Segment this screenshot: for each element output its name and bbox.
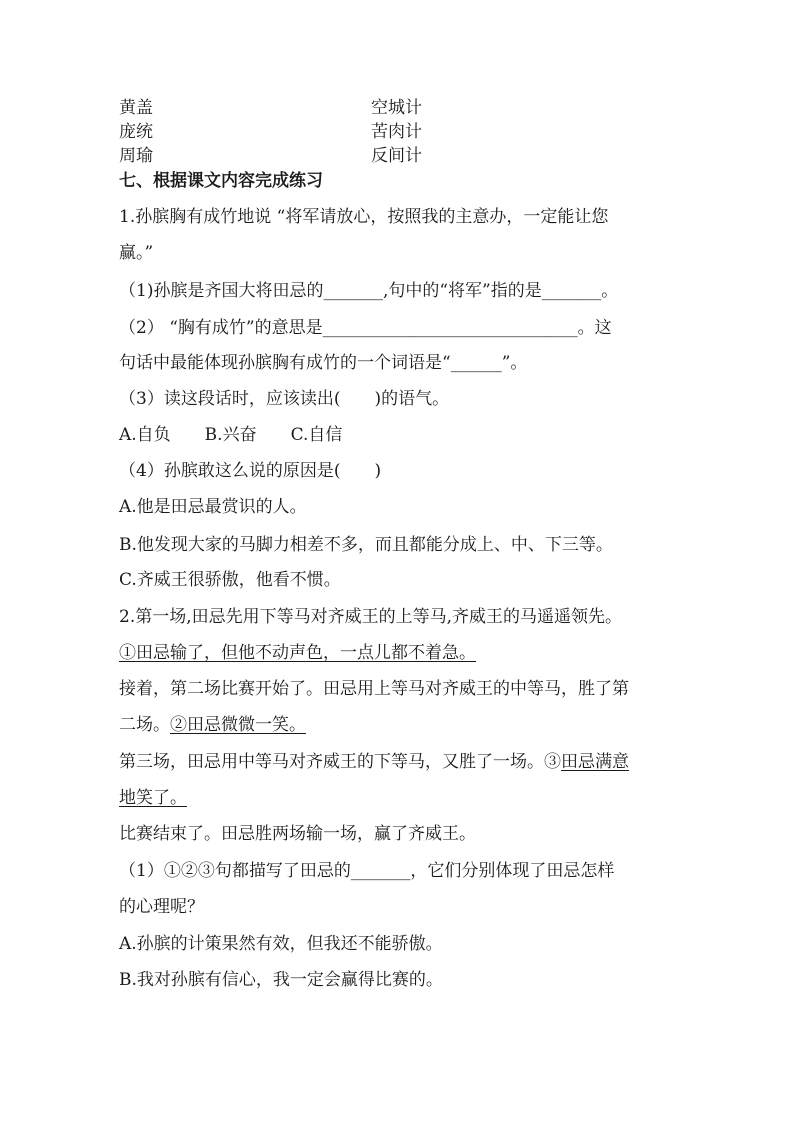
matching-right: 苦肉计 xyxy=(371,122,422,142)
matching-right: 空城计 xyxy=(371,98,422,118)
q2-para3-line2 xyxy=(119,786,187,810)
q1-stem-line2: 赢。” xyxy=(119,243,154,263)
q1-sub4-option-a: A.他是田忌最赏识的人。 xyxy=(119,497,307,517)
q2-sentence3-part2: 地笑了。 xyxy=(119,788,187,808)
matching-row xyxy=(119,144,422,168)
q1-sub4: （4）孙膑敢这么说的原因是( ) xyxy=(119,461,382,481)
q1-sub4-option-c: C.齐威王很骄傲，他看不惯。 xyxy=(119,570,341,590)
q1-sub4-option-b: B.他发现大家的马脚力相差不多，而且都能分成上、中、下三等。 xyxy=(119,535,613,555)
q2-para4: 比赛结束了。田忌胜两场输一场，赢了齐威王。 xyxy=(119,824,476,844)
q2-para2-line2 xyxy=(119,713,306,737)
q2-para3-line1 xyxy=(119,750,629,774)
q2-sentence2: ②田忌微微一笑。 xyxy=(170,715,306,735)
q1-sub2-line1: （2） “胸有成竹”的意思是______________________________。这 xyxy=(119,318,612,338)
q2-sub1-line2: 的心理呢？ xyxy=(119,897,204,917)
matching-row xyxy=(119,120,422,144)
q2-option-a: A.孙膑的计策果然有效，但我还不能骄傲。 xyxy=(119,934,443,954)
q2-sentence3-part1: 田忌满意 xyxy=(561,752,629,772)
matching-right: 反间计 xyxy=(371,146,422,166)
q2-para1: 2.第一场,田忌先用下等马对齐威王的上等马,齐威王的马遥遥领先。 xyxy=(119,607,623,627)
q2-option-b: B.我对孙膑有信心，我一定会赢得比赛的。 xyxy=(119,970,443,990)
q1-sub1: （1)孙膑是齐国大将田忌的_______,句中的“将军”指的是_______。 xyxy=(119,281,619,301)
matching-left: 黄盖 xyxy=(119,98,153,118)
section-title: 七、根据课文内容完成练习 xyxy=(119,171,323,191)
q2-sentence1-line xyxy=(119,641,476,665)
matching-left: 庞统 xyxy=(119,122,153,142)
q2-sub1-line1: （1）①②③句都描写了田忌的_______，它们分别体现了田忌怎样 xyxy=(119,861,615,881)
q2-para2-prefix: 二场。 xyxy=(119,715,170,735)
matching-left: 周瑜 xyxy=(119,146,153,166)
q1-sub3-options: A.自负 B.兴奋 C.自信 xyxy=(119,425,343,445)
q1-sub2-line2: 句话中最能体现孙膑胸有成竹的一个词语是“______”。 xyxy=(119,353,528,373)
q2-para2-line1: 接着，第二场比赛开始了。田忌用上等马对齐威王的中等马，胜了第 xyxy=(119,679,629,699)
q2-sentence1: ①田忌输了，但他不动声色，一点儿都不着急。 xyxy=(119,643,476,663)
q2-para3-prefix: 第三场，田忌用中等马对齐威王的下等马，又胜了一场。③ xyxy=(119,752,561,772)
q1-sub3: （3）读这段话时，应该读出( )的语气。 xyxy=(119,389,450,409)
q1-stem-line1: 1.孙膑胸有成竹地说 “将军请放心，按照我的主意办，一定能让您 xyxy=(119,207,609,227)
matching-row xyxy=(119,96,422,120)
